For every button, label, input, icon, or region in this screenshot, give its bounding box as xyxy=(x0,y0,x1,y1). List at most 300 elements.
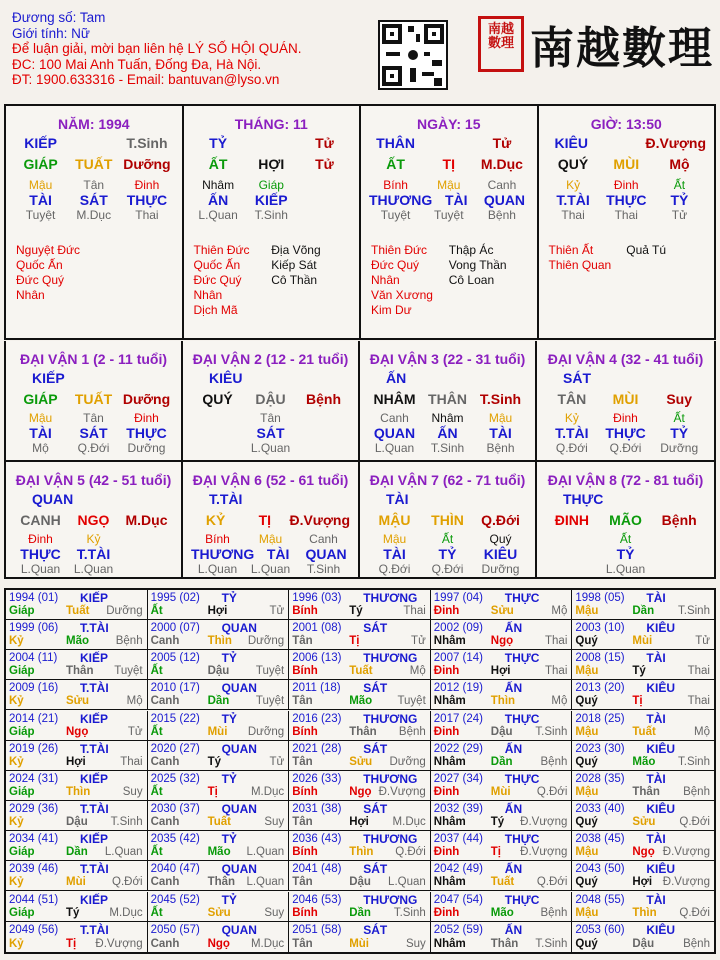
year-cell xyxy=(289,650,431,680)
pillar-2 xyxy=(361,106,539,338)
year-branch: Tị xyxy=(490,846,502,859)
dai-van-hidden-god-row xyxy=(360,426,535,441)
pillar-hidden: Mậu xyxy=(437,178,461,192)
year-label: 2014 (21) xyxy=(9,712,59,725)
year-stem: Đinh xyxy=(433,665,460,678)
year-stem: Nhâm xyxy=(433,876,466,889)
year-branch: Tị xyxy=(66,937,77,950)
dai-van-can-chi: THÌN xyxy=(431,512,464,528)
star: Văn Xương xyxy=(371,288,433,302)
dai-van-can-chi: CANH xyxy=(20,512,61,528)
dai-van-hidden xyxy=(120,532,173,547)
pillar-hidden: Canh xyxy=(487,178,517,192)
pillar-god xyxy=(67,136,120,151)
dai-van-stage-row xyxy=(537,441,714,456)
dai-van-hidden-god: KIÊU xyxy=(483,546,518,562)
year-god: THƯƠNG xyxy=(363,771,418,786)
year-god: KIẾP xyxy=(80,832,109,847)
pillar-stage: T.Sinh xyxy=(254,208,288,222)
year-stage: T.Sinh xyxy=(535,937,568,950)
year-branch: Thìn xyxy=(490,695,516,708)
dai-van-hidden-god-row xyxy=(537,547,714,562)
year-branch: Tị xyxy=(632,695,643,708)
year-label: 2025 (32) xyxy=(150,772,200,785)
dai-van-stage: Dưỡng xyxy=(481,562,520,576)
year-god: QUAN xyxy=(221,802,257,817)
year-cell xyxy=(431,590,573,620)
pillar-hidden-god-row xyxy=(361,193,537,208)
year-god: QUAN xyxy=(221,681,257,696)
pillar-hidden: Kỷ xyxy=(566,178,581,192)
dai-van-hidden-row xyxy=(183,532,358,547)
pillar-god-row xyxy=(6,136,182,151)
year-label: 2043 (50) xyxy=(575,863,625,876)
pillar-hidden-god: ẤN xyxy=(207,192,229,208)
dai-van-god-row xyxy=(360,492,535,507)
year-stem: Kỷ xyxy=(9,937,24,950)
year-cell xyxy=(6,771,148,801)
pillar-stage-row xyxy=(184,208,360,223)
star: Kiếp Sát xyxy=(271,258,317,272)
year-stem: Canh xyxy=(150,755,180,768)
year-label: 2032 (39) xyxy=(433,803,484,816)
year-stem: Canh xyxy=(150,816,180,829)
dai-van-hidden-god: ẤN xyxy=(437,425,458,441)
year-cell xyxy=(572,922,714,952)
year-label: 1994 (01) xyxy=(9,592,59,604)
dai-van-stage xyxy=(297,441,350,456)
year-cell xyxy=(572,861,714,891)
dai-van-hidden-god: T.TÀI xyxy=(76,546,111,562)
year-god: QUAN xyxy=(221,862,257,877)
dai-van-hidden-god: QUAN xyxy=(305,546,347,562)
dai-van-can-chi-row xyxy=(360,392,535,407)
year-label: 2001 (08) xyxy=(292,622,342,635)
pillar-hidden-god-row xyxy=(539,193,715,208)
year-stage: Q.Đới xyxy=(536,876,568,889)
dai-van-can-chi: Dưỡng xyxy=(122,391,171,407)
year-cell xyxy=(6,680,148,710)
year-label: 2010 (17) xyxy=(150,682,200,695)
year-stem: Kỷ xyxy=(9,876,24,889)
year-branch: Tý xyxy=(349,605,363,617)
year-god: TÀI xyxy=(646,711,666,726)
year-label: 2020 (27) xyxy=(150,742,200,755)
year-cell xyxy=(289,620,431,650)
year-label: 2051 (58) xyxy=(292,923,342,936)
dai-van-hidden: Mậu xyxy=(28,411,53,425)
year-stage: Mộ xyxy=(126,695,143,708)
pillar-hidden-row xyxy=(6,178,182,193)
year-stage: Thai xyxy=(687,695,710,708)
year-god: THƯƠNG xyxy=(363,591,418,605)
year-cell xyxy=(6,892,148,922)
dai-van-god: QUAN xyxy=(32,491,74,507)
dai-van-hidden: Mậu xyxy=(382,532,407,546)
star: Thiên Đức xyxy=(193,243,250,257)
year-stem: Giáp xyxy=(9,665,35,678)
dai-van-title: ĐẠI VẬN 1 (2 - 11 tuổi) xyxy=(19,351,168,367)
star: Thiên Đức xyxy=(371,243,428,257)
year-cell xyxy=(289,590,431,620)
year-stem: Kỷ xyxy=(9,755,24,768)
year-label: 2012 (19) xyxy=(433,682,484,695)
dai-van-god: SÁT xyxy=(563,370,591,386)
year-cell xyxy=(431,711,573,741)
dai-van-can-chi: Đ.Vượng xyxy=(289,512,351,528)
year-cell xyxy=(431,680,573,710)
dai-van-god: KIẾP xyxy=(32,370,65,386)
pillar-hidden: Đinh xyxy=(613,178,639,192)
dai-van-can-chi: Suy xyxy=(666,391,693,407)
year-god: ẤN xyxy=(504,862,523,877)
year-label: 2006 (13) xyxy=(292,652,342,665)
year-stem: Đinh xyxy=(433,785,460,798)
year-god: KIÊU xyxy=(646,922,676,937)
year-label: 2040 (47) xyxy=(150,863,200,876)
dai-van-can-chi-row xyxy=(537,513,714,528)
year-branch: Hợi xyxy=(632,876,653,889)
dai-van-title: ĐẠI VẬN 5 (42 - 51 tuổi) xyxy=(15,472,172,488)
year-label: 2038 (45) xyxy=(575,833,625,846)
year-stage: Tử xyxy=(695,635,710,648)
year-stem: Nhâm xyxy=(433,755,466,768)
pillar-can-chi: ẤT xyxy=(208,156,228,172)
stars-col xyxy=(549,243,627,273)
dai-van-hidden: Ất xyxy=(673,411,685,425)
year-stage: Đ.Vượng xyxy=(95,937,143,950)
year-branch: Dần xyxy=(66,846,88,859)
pillar-stage: Tuyệt xyxy=(433,208,464,222)
gender: Giới tính: Nữ xyxy=(12,25,90,41)
pillar-stage: M.Dục xyxy=(76,208,112,222)
pillar-title: THÁNG: 11 xyxy=(234,116,308,132)
year-branch: Thìn xyxy=(349,846,374,859)
year-label: 1995 (02) xyxy=(150,592,200,604)
year-cell xyxy=(431,741,573,771)
dai-van-can-chi: DẬU xyxy=(255,391,286,407)
year-branch: Mùi xyxy=(349,937,369,950)
pillar-hidden-god: T.TÀI xyxy=(556,192,590,208)
dai-van-1 xyxy=(6,341,183,460)
pillar-hidden-god: SÁT xyxy=(79,192,108,208)
dai-van-hidden-god-row xyxy=(6,547,181,562)
year-branch: Mùi xyxy=(632,635,653,648)
year-stage: M.Dục xyxy=(109,906,143,919)
pillar-stage-row xyxy=(539,208,715,223)
year-stage: Q.Đới xyxy=(536,785,568,798)
dai-van-hidden: Mậu xyxy=(258,532,283,546)
year-cell xyxy=(572,680,714,710)
dai-van-hidden-god-row xyxy=(537,426,714,441)
year-branch: Mão xyxy=(349,695,373,708)
pillar-can-chi-row xyxy=(6,157,182,172)
logo: 南越數理 xyxy=(530,23,714,74)
dai-van-hidden-god-row xyxy=(6,426,181,441)
header-info xyxy=(12,10,301,88)
dai-van-hidden-row xyxy=(360,532,535,547)
year-stage: Bệnh xyxy=(398,725,426,738)
dai-van-can-chi-row xyxy=(183,513,358,528)
year-cell xyxy=(148,590,290,620)
year-stem: Mậu xyxy=(575,665,599,678)
year-branch: Tị xyxy=(207,785,218,798)
star: Đức Quý Nhân xyxy=(16,273,65,302)
year-stem: Canh xyxy=(150,876,180,889)
year-stem: Mậu xyxy=(575,906,599,919)
year-stem: Kỷ xyxy=(9,816,24,829)
dai-van-hidden-god: THỰC xyxy=(126,425,167,441)
dai-van-god: KIÊU xyxy=(209,370,243,386)
year-label: 2036 (43) xyxy=(292,833,342,846)
dai-van-can-chi: NGỌ xyxy=(77,512,110,528)
year-stage: Q.Đới xyxy=(112,876,143,889)
year-god: KIẾP xyxy=(80,591,109,605)
year-stage: T.Sinh xyxy=(678,605,710,617)
year-label: 2024 (31) xyxy=(9,772,59,785)
year-branch: Sửu xyxy=(66,695,90,708)
year-god: TÀI xyxy=(646,591,666,605)
pillar-god xyxy=(245,136,298,151)
year-label: 2039 (46) xyxy=(9,863,59,876)
year-god: TỶ xyxy=(221,832,237,847)
dai-van-can-chi-row xyxy=(6,513,181,528)
star: Quốc Ấn xyxy=(193,258,241,272)
dai-van-can-chi: THÂN xyxy=(428,391,467,407)
dai-van-hidden: Mậu xyxy=(488,411,513,425)
pillar-stage: Tuyệt xyxy=(380,208,411,222)
year-branch: Thân xyxy=(207,876,236,889)
year-god: SÁT xyxy=(363,922,388,937)
stars-col xyxy=(16,243,94,303)
year-branch: Dậu xyxy=(632,937,655,950)
year-stage: Dưỡng xyxy=(106,605,143,617)
year-cell xyxy=(572,590,714,620)
star: Đức Quý Nhân xyxy=(193,273,242,302)
year-god: TỶ xyxy=(221,651,237,666)
year-cell xyxy=(148,711,290,741)
year-label: 2026 (33) xyxy=(292,772,342,785)
pillar-hidden-god: KIẾP xyxy=(254,192,288,208)
year-branch: Tý xyxy=(632,665,646,678)
year-stage: M.Dục xyxy=(250,785,285,798)
year-cell xyxy=(148,831,290,861)
year-branch: Sửu xyxy=(349,755,373,768)
year-branch: Mão xyxy=(66,635,89,648)
stars-col xyxy=(194,243,272,318)
year-label: 2045 (52) xyxy=(150,893,200,906)
year-stem: Đinh xyxy=(433,906,460,919)
year-stage: Đ.Vượng xyxy=(520,816,568,829)
pillar-3 xyxy=(539,106,715,338)
dai-van-stage: L.Quan xyxy=(197,562,238,576)
year-branch: Tý xyxy=(490,816,505,829)
dai-van-god: THỰC xyxy=(563,491,604,507)
dai-van-stage: Bệnh xyxy=(486,441,515,455)
year-stem: Nhâm xyxy=(433,635,466,648)
dai-van-hidden: Kỷ xyxy=(564,411,579,425)
year-god: KIÊU xyxy=(646,741,676,756)
year-label: 1997 (04) xyxy=(433,592,484,604)
year-god: SÁT xyxy=(363,681,388,696)
year-cell xyxy=(431,892,573,922)
year-cell xyxy=(431,620,573,650)
year-cell xyxy=(431,861,573,891)
dai-van-2 xyxy=(183,341,360,460)
pillar-hidden: Đinh xyxy=(134,178,160,192)
year-stage: Mộ xyxy=(551,605,568,617)
year-stem: Nhâm xyxy=(433,695,466,708)
year-cell xyxy=(289,680,431,710)
year-branch: Ngọ xyxy=(349,785,372,798)
dai-van-can-chi: NHÂM xyxy=(373,391,416,407)
year-branch: Thân xyxy=(66,665,94,678)
pillar-hidden: Bính xyxy=(383,178,408,192)
pillar-hidden: Mậu xyxy=(28,178,53,192)
dai-van-hidden: Đinh xyxy=(28,532,53,546)
dai-van-can-chi: MẬU xyxy=(378,512,411,528)
year-stem: Kỷ xyxy=(9,695,24,708)
year-cell xyxy=(6,831,148,861)
year-stage: Tuyệt xyxy=(397,695,426,708)
pillar-can-chi: MÙI xyxy=(613,156,640,172)
year-label: 2053 (60) xyxy=(575,923,625,936)
dai-van-hidden xyxy=(652,532,706,547)
year-stem: Canh xyxy=(150,635,180,648)
year-stage: Suy xyxy=(264,816,285,829)
year-branch: Tý xyxy=(66,906,80,919)
pillar-0 xyxy=(6,106,184,338)
year-god: KIẾP xyxy=(80,651,109,666)
year-stem: Ất xyxy=(150,665,163,678)
year-cell xyxy=(6,801,148,831)
year-label: 2000 (07) xyxy=(150,622,200,635)
year-stem: Giáp xyxy=(9,605,35,617)
year-stem: Kỷ xyxy=(9,635,24,648)
year-stem: Bính xyxy=(292,785,318,798)
year-stage: Mộ xyxy=(693,725,710,738)
year-god: THƯƠNG xyxy=(363,892,418,907)
pillar-god: THÂN xyxy=(376,135,416,151)
year-cell xyxy=(431,831,573,861)
year-branch: Sửu xyxy=(207,906,231,919)
year-cell xyxy=(431,771,573,801)
year-stage: Bệnh xyxy=(683,937,710,950)
year-branch: Thìn xyxy=(632,906,657,919)
star: Địa Võng xyxy=(271,243,321,257)
year-branch: Dần xyxy=(632,605,655,617)
qr-code-icon[interactable] xyxy=(378,20,448,90)
dai-van-hidden-god: SÁT xyxy=(79,425,108,441)
year-stage: Tuyệt xyxy=(255,695,285,708)
dai-van-stage xyxy=(652,562,706,577)
pillar-god: T.Sinh xyxy=(126,135,168,151)
star: Quốc Ấn xyxy=(16,258,63,272)
dai-van-can-chi: Bệnh xyxy=(661,512,697,528)
year-stage: Tử xyxy=(411,635,426,648)
year-stage: Dưỡng xyxy=(247,635,285,648)
dai-van-god-row xyxy=(360,371,535,386)
dai-van-can-chi: Bệnh xyxy=(306,391,341,407)
year-stem: Tân xyxy=(292,876,313,889)
pillar-hidden-god: TÀI xyxy=(29,192,52,208)
contact-note: Để luận giải, mời bạn liên hệ LÝ SỐ HỘI QUÁN. xyxy=(12,41,302,56)
pillar-hidden-god: THƯƠNG xyxy=(369,192,433,208)
year-stage: Đ.Vượng xyxy=(662,846,710,859)
pillar-hidden xyxy=(298,178,351,193)
year-branch: Mùi xyxy=(490,785,511,798)
year-branch: Mùi xyxy=(66,876,86,889)
year-cell xyxy=(572,741,714,771)
dai-van-hidden-god: T.TÀI xyxy=(555,425,589,441)
dai-van-title: ĐẠI VẬN 3 (22 - 31 tuổi) xyxy=(369,351,526,367)
year-stage: Thai xyxy=(545,635,568,648)
pillar-hidden-row xyxy=(361,178,537,193)
year-label: 2019 (26) xyxy=(9,742,59,755)
dai-van-hidden-god xyxy=(191,426,244,441)
year-label: 2004 (11) xyxy=(9,652,58,665)
dai-van-hidden-god: THỰC xyxy=(20,546,61,562)
year-label: 2016 (23) xyxy=(292,712,342,725)
year-god: ẤN xyxy=(504,802,523,817)
year-stem: Bính xyxy=(292,846,318,859)
dai-van-god-row xyxy=(183,492,358,507)
year-stem: Giáp xyxy=(9,906,35,919)
year-stage: Tuyệt xyxy=(255,665,285,678)
pillar-title: NĂM: 1994 xyxy=(57,116,130,132)
year-god: TÀI xyxy=(646,771,666,786)
year-stage: Tử xyxy=(269,605,285,617)
dai-van-god-row xyxy=(6,371,181,386)
phone-email: ĐT: 1900.633316 - Email: bantuvan@lyso.vn xyxy=(12,72,280,87)
year-stage: M.Dục xyxy=(250,937,285,950)
dai-van-4 xyxy=(537,341,714,460)
year-god: THỰC xyxy=(504,832,540,847)
dai-van-can-chi-row xyxy=(537,392,714,407)
year-branch: Sửu xyxy=(632,816,656,829)
year-branch: Tý xyxy=(207,755,222,768)
year-label: 1998 (05) xyxy=(575,592,625,604)
pillar-stars xyxy=(539,237,715,273)
dai-van-can-chi: TUẤT xyxy=(74,391,113,407)
dai-van-god: ẤN xyxy=(386,370,407,386)
year-stage: Tuyệt xyxy=(114,665,143,678)
dai-van-stage: T.Sinh xyxy=(430,441,465,455)
dai-van-hidden-row xyxy=(6,532,181,547)
year-stage: Dưỡng xyxy=(389,755,426,768)
year-god: THỰC xyxy=(504,771,540,786)
year-stem: Canh xyxy=(150,937,180,950)
star: Thiên Ất xyxy=(548,243,594,257)
year-label: 2046 (53) xyxy=(292,893,342,906)
year-stage: T.Sinh xyxy=(110,816,143,829)
year-god: KIÊU xyxy=(646,621,676,636)
pillar-hidden-god: THỰC xyxy=(126,192,168,208)
year-god: THƯƠNG xyxy=(363,711,418,726)
dai-van-8 xyxy=(537,460,714,579)
pillar-god: KIẾP xyxy=(24,135,57,151)
year-god: TỶ xyxy=(221,591,237,605)
stars-col xyxy=(449,243,527,318)
year-label: 2037 (44) xyxy=(433,833,484,846)
year-stem: Bính xyxy=(292,605,318,617)
dai-van-hidden-row xyxy=(537,532,714,547)
year-branch: Tuất xyxy=(207,816,232,829)
year-label: 2034 (41) xyxy=(9,833,59,846)
year-stage: L.Quan xyxy=(388,876,426,889)
pillar-hidden-row xyxy=(184,178,360,193)
year-cell xyxy=(572,771,714,801)
